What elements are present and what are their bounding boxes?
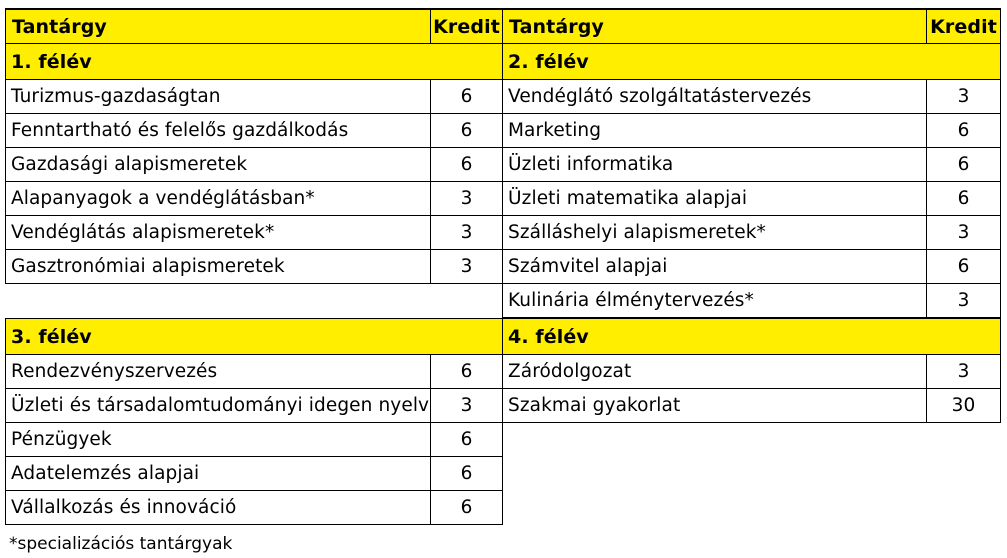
credit-header-right: Kredit [926,8,1001,44]
subject-cell: Szakmai gyakorlat [502,388,927,423]
semester-4-title: 4. félév [502,318,1001,355]
subject-cell: Számvitel alapjai [502,249,927,284]
credit-cell: 6 [926,147,1001,182]
subject-cell: Üzleti és társadalomtudományi idegen nyelv [5,388,431,423]
credit-header-left: Kredit [430,8,503,44]
subject-cell: Szálláshelyi alapismeretek* [502,215,927,250]
subject-cell: Turizmus-gazdaságtan [5,79,431,114]
subject-cell: Alapanyagok a vendéglátásban* [5,181,431,216]
credit-cell: 3 [926,283,1001,318]
credit-cell: 6 [926,113,1001,148]
semester-1-title: 1. félév [5,43,503,80]
semester-2-title: 2. félév [502,43,1001,80]
subject-cell: Marketing [502,113,927,148]
subject-cell: Üzleti informatika [502,147,927,182]
credit-cell: 6 [430,354,503,389]
credit-cell: 3 [430,249,503,284]
credit-cell: 30 [926,388,1001,423]
subject-cell: Adatelemzés alapjai [5,456,431,491]
credit-cell: 6 [430,113,503,148]
credit-cell: 3 [926,215,1001,250]
subject-cell: Vendéglátás alapismeretek* [5,215,431,250]
subject-cell: Záródolgozat [502,354,927,389]
credit-cell: 6 [926,249,1001,284]
footnote: *specializációs tantárgyak [9,534,233,554]
semester-3-title: 3. félév [5,318,503,355]
credit-cell: 6 [430,490,503,525]
subject-cell: Üzleti matematika alapjai [502,181,927,216]
subject-cell: Kulinária élménytervezés* [502,283,927,318]
subject-cell: Vállalkozás és innováció [5,490,431,525]
credit-cell: 6 [430,422,503,457]
credit-cell: 3 [926,354,1001,389]
subject-cell: Pénzügyek [5,422,431,457]
credit-cell: 3 [926,79,1001,114]
subject-cell: Gasztronómiai alapismeretek [5,249,431,284]
subject-cell: Vendéglátó szolgáltatástervezés [502,79,927,114]
subject-cell: Rendezvényszervezés [5,354,431,389]
subject-cell: Fenntartható és felelős gazdálkodás [5,113,431,148]
credit-cell: 3 [430,388,503,423]
credit-cell: 3 [430,181,503,216]
subject-header-left: Tantárgy [5,8,431,44]
credit-cell: 6 [926,181,1001,216]
credit-cell: 3 [430,215,503,250]
credit-cell: 6 [430,79,503,114]
subject-cell: Gazdasági alapismeretek [5,147,431,182]
subject-header-right: Tantárgy [502,8,927,44]
credit-cell: 6 [430,147,503,182]
credit-cell: 6 [430,456,503,491]
